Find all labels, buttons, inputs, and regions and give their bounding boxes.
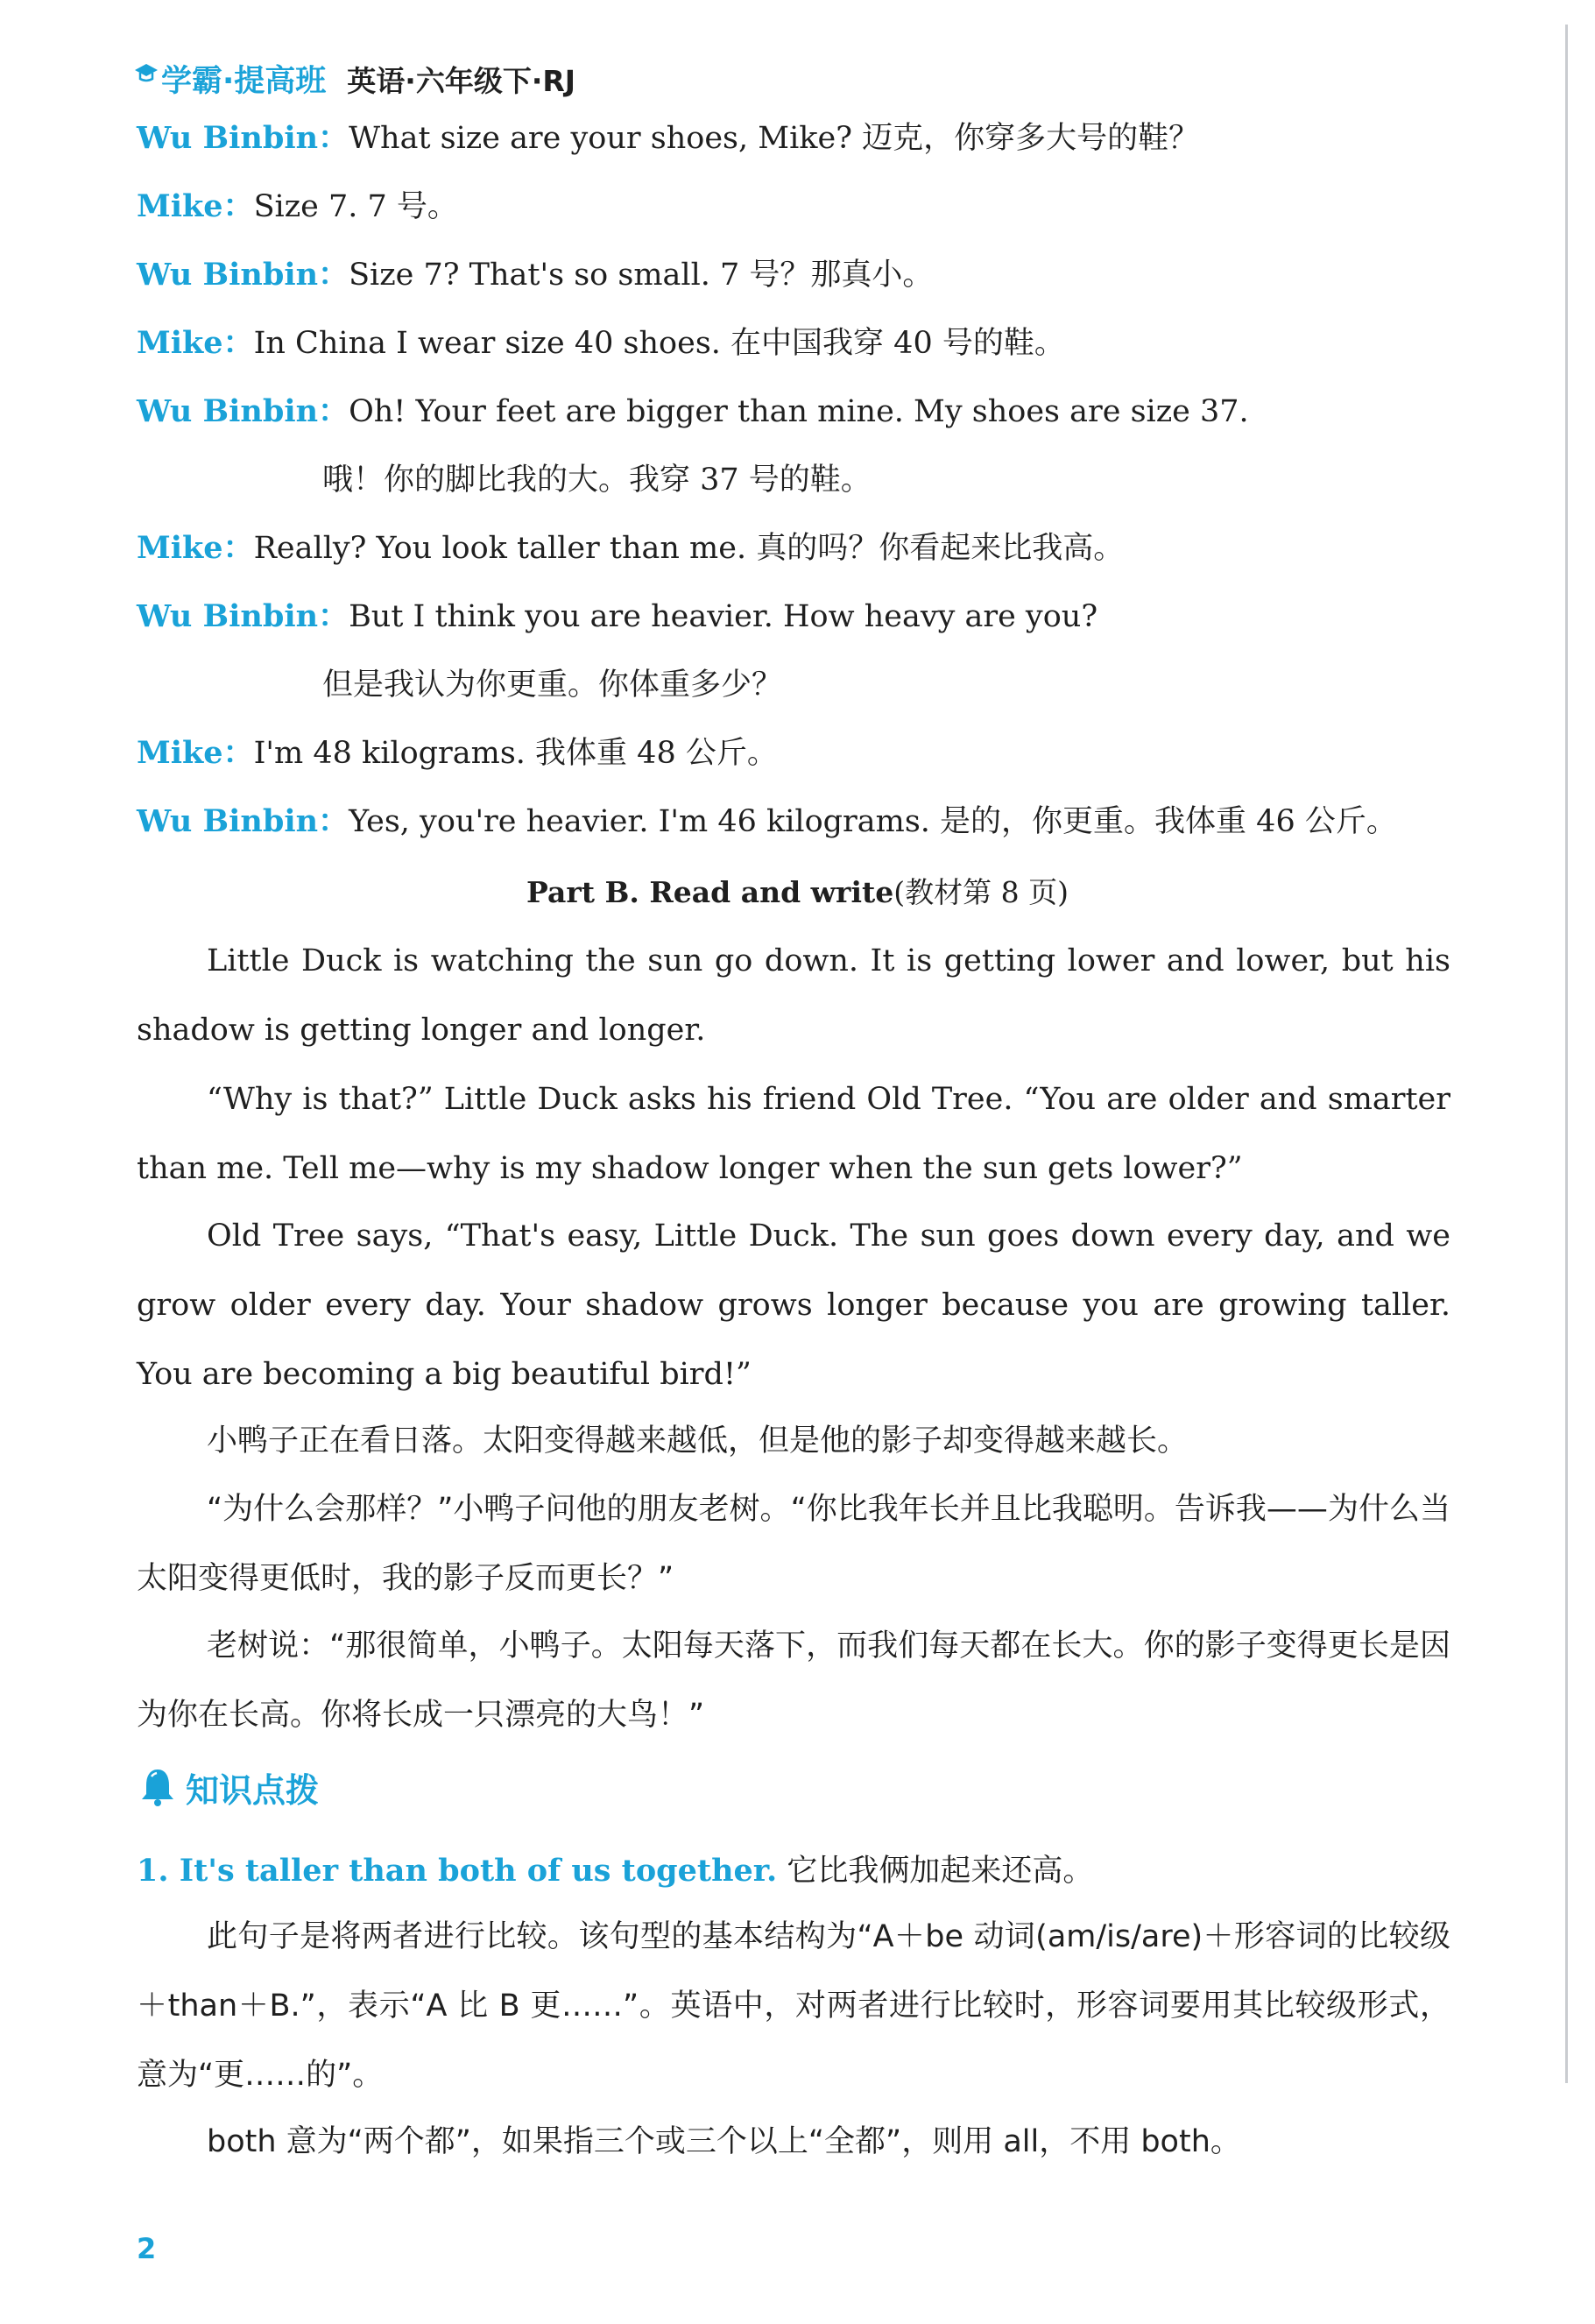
dialogue-line-translation: 但是我认为你更重。你体重多少？ (322, 668, 783, 703)
story-paragraph-en: “Why is that?” Little Duck asks his friend Old Tree. “You are older and smarter than me. Tell me—why is my shadow longer when the sun gets lower?” (137, 1082, 1450, 1186)
section-title: 知识点拨 (186, 1770, 320, 1810)
story-paragraph-en: Little Duck is watching the sun go down. It is getting lower and lower, but his shadow is getting longer and longer. (137, 943, 1450, 1048)
dialogue-line: Mike：I'm 48 kilograms. 我体重 48 公斤。 (137, 735, 778, 771)
page-edge-rule (1565, 25, 1568, 2083)
dialogue-line: Wu Binbin：Yes, you're heavier. I'm 46 kilograms. 是的，你更重。我体重 46 公斤。 (137, 803, 1397, 839)
dialogue-line: Wu Binbin：What size are your shoes, Mike? 迈克，你穿多大号的鞋？ (137, 120, 1200, 156)
story-paragraph-en: Old Tree says, “That's easy, Little Duck. The sun goes down every day, and we grow older every day. Your shadow grows longer because you are growing taller. You are becoming a big beautiful bird!” (137, 1219, 1450, 1392)
book-subtitle: 英语·六年级下·RJ (347, 63, 576, 98)
dialogue-line: Mike：Really? You look taller than me. 真的吗？你看起来比我高。 (137, 530, 1125, 566)
brand-title: 学霸·提高班 (161, 64, 327, 99)
dialogue-line: Mike：Size 7. 7 号。 (137, 188, 458, 224)
knowledge-section-header (137, 1761, 319, 1813)
knowledge-explanation: both 意为“两个都”，如果指三个或三个以上“全都”，则用 all，不用 both。 (207, 2124, 1241, 2159)
story-paragraph-zh: “为什么会那样？”小鸭子问他的朋友老树。“你比我年长并且比我聪明。告诉我——为什么当太阳变得更低时，我的影子反而更长？” (137, 1492, 1450, 1596)
part-b-title: Part B. Read and write(教材第 8 页) (526, 875, 1069, 909)
dialogue-line: Wu Binbin：But I think you are heavier. How heavy are you? (137, 598, 1098, 634)
bell-icon (137, 1766, 179, 1808)
knowledge-explanation: 此句子是将两者进行比较。该句型的基本结构为“A＋be 动词(am/is/are)＋形容词的比较级＋than＋B.”，表示“A 比 B 更……”。英语中，对两者进行比较时，形容词要用其比较级形式，意为“更……的”。 (137, 1919, 1450, 2093)
knowledge-point-title: 1. It's taller than both of us together. 它比我俩加起来还高。 (137, 1853, 1094, 1889)
dialogue-line: Wu Binbin：Oh! Your feet are bigger than mine. My shoes are size 37. (137, 393, 1249, 429)
story-paragraph-zh: 老树说：“那很简单，小鸭子。太阳每天落下，而我们每天都在长大。你的影子变得更长是因为你在长高。你将长成一只漂亮的大鸟！” (137, 1628, 1450, 1733)
dialogue-line: Wu Binbin：Size 7? That's so small. 7 号？那真小。 (137, 257, 934, 293)
story-paragraph-zh: 小鸭子正在看日落。太阳变得越来越低，但是他的影子却变得越来越长。 (207, 1423, 1189, 1459)
dialogue-line: Mike：In China I wear size 40 shoes. 在中国我穿 40 号的鞋。 (137, 325, 1065, 361)
running-header (133, 53, 575, 105)
page-number: 2 (137, 2232, 157, 2265)
graduation-cap-icon (133, 60, 159, 86)
dialogue-line-translation: 哦！你的脚比我的大。我穿 37 号的鞋。 (322, 463, 872, 498)
